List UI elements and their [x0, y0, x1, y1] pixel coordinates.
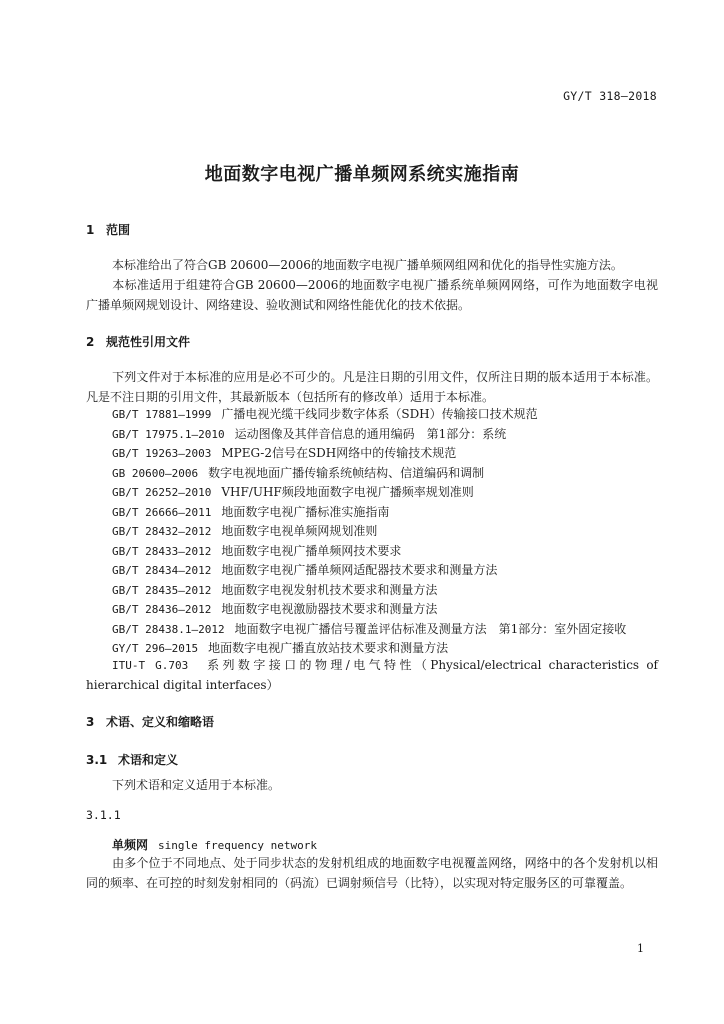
list-item	[112, 600, 660, 620]
reference-list	[112, 405, 660, 659]
reference-code: GB/T 28438.1—2012	[112, 622, 225, 636]
section-number: 3	[86, 715, 95, 729]
list-item	[112, 483, 660, 503]
term-number: 3.1.1	[86, 808, 121, 822]
reference-code: GB/T 28432—2012	[112, 525, 212, 538]
reference-code: GB/T 19263—2003	[112, 447, 212, 460]
list-item	[112, 503, 660, 523]
scope-paragraph-2: 本标准适用于组建符合GB 20600—2006的地面数字电视广播系统单频网网络，可作为地面数字电视广播单频网规划设计、网络建设、验收测试和网络性能优化的技术依据。	[86, 278, 658, 312]
reference-title: 地面数字电视广播直放站技术要求和测量方法	[208, 641, 449, 655]
reference-code: GB 20600—2006	[112, 466, 199, 480]
reference-title: 地面数字电视广播标准实施指南	[221, 504, 390, 519]
reference-code: GB/T 28433—2012	[112, 544, 212, 558]
reference-title: 数字电视地面广播传输系统帧结构、信道编码和调制	[208, 465, 485, 480]
section-title: 规范性引用文件	[106, 335, 191, 349]
list-item	[112, 425, 660, 445]
section-title: 范围	[106, 223, 131, 237]
reference-code: GB/T 26666—2011	[112, 505, 212, 519]
section-3-1-heading	[86, 751, 178, 768]
list-item	[112, 405, 660, 425]
section-title: 术语和定义	[118, 753, 179, 767]
list-item	[112, 464, 660, 484]
reference-code: GY/T 296—2015	[112, 642, 199, 655]
reference-title: VHF/UHF频段地面数字电视广播频率规划准则	[221, 485, 474, 499]
reference-title: MPEG-2信号在SDH网络中的传输技术规范	[221, 446, 457, 460]
term-definition: 由多个位于不同地点、处于同步状态的发射机组成的地面数字电视覆盖网络，网络中的各个发射机以相同的频率、在可控的时刻发射相同的（码流）已调射频信号（比特），以实现对特定服务区的可靠覆盖。	[86, 856, 658, 890]
page-number: 1	[637, 942, 644, 955]
section-number: 3.1	[86, 753, 108, 767]
reference-code: ITU-T G.703	[112, 659, 189, 672]
reference-code: GB/T 28436—2012	[112, 603, 212, 616]
reference-title: 系列数字接口的物理/电气特性（Physical/electrical characteristics of hierarchical digital interfaces）	[86, 658, 658, 692]
reference-code: GB/T 17881—1999	[112, 408, 212, 421]
section-3-heading	[86, 713, 214, 730]
list-item	[112, 444, 660, 464]
section-1-heading	[86, 221, 130, 238]
list-item	[112, 581, 660, 601]
reference-title: 地面数字电视发射机技术要求和测量方法	[221, 582, 438, 597]
reference-code: GB/T 17975.1—2010	[112, 427, 225, 441]
section-2-heading	[86, 333, 190, 350]
terms-intro: 下列术语和定义适用于本标准。	[112, 778, 281, 792]
reference-title: 运动图像及其伴音信息的通用编码 第1部分：系统	[234, 426, 507, 441]
reference-title: 地面数字电视广播单频网技术要求	[221, 543, 402, 558]
reference-title: 地面数字电视广播信号覆盖评估标准及测量方法 第1部分：室外固定接收	[234, 621, 627, 636]
standard-code: GY/T 318—2018	[563, 89, 657, 103]
term-heading	[112, 836, 317, 853]
scope-paragraph-1: 本标准给出了符合GB 20600—2006的地面数字电视广播单频网组网和优化的指导性实施方法。	[112, 258, 623, 272]
reference-code: GB/T 28434—2012	[112, 564, 212, 577]
document-title: 地面数字电视广播单频网系统实施指南	[204, 164, 520, 185]
reference-title: 地面数字电视激励器技术要求和测量方法	[221, 602, 438, 616]
list-item	[112, 620, 660, 640]
reference-title: 地面数字电视单频网规划准则	[221, 524, 378, 538]
section-title: 术语、定义和缩略语	[106, 715, 215, 729]
reference-code: GB/T 28435—2012	[112, 583, 212, 597]
term-chinese: 单频网	[112, 838, 149, 852]
reference-itu-t-g703	[86, 656, 658, 695]
reference-title: 地面数字电视广播单频网适配器技术要求和测量方法	[221, 563, 498, 577]
references-intro: 下列文件对于本标准的应用是必不可少的。凡是注日期的引用文件，仅所注日期的版本适用于本标准。凡是不注日期的引用文件，其最新版本（包括所有的修改单）适用于本标准。	[86, 370, 658, 404]
section-number: 2	[86, 335, 95, 349]
term-english: single frequency network	[158, 839, 317, 852]
section-number: 1	[86, 223, 95, 237]
list-item	[112, 522, 660, 542]
reference-code: GB/T 26252—2010	[112, 486, 212, 499]
list-item	[112, 542, 660, 562]
reference-title: 广播电视光缆干线同步数字体系（SDH）传输接口技术规范	[221, 407, 538, 421]
list-item	[112, 561, 660, 581]
